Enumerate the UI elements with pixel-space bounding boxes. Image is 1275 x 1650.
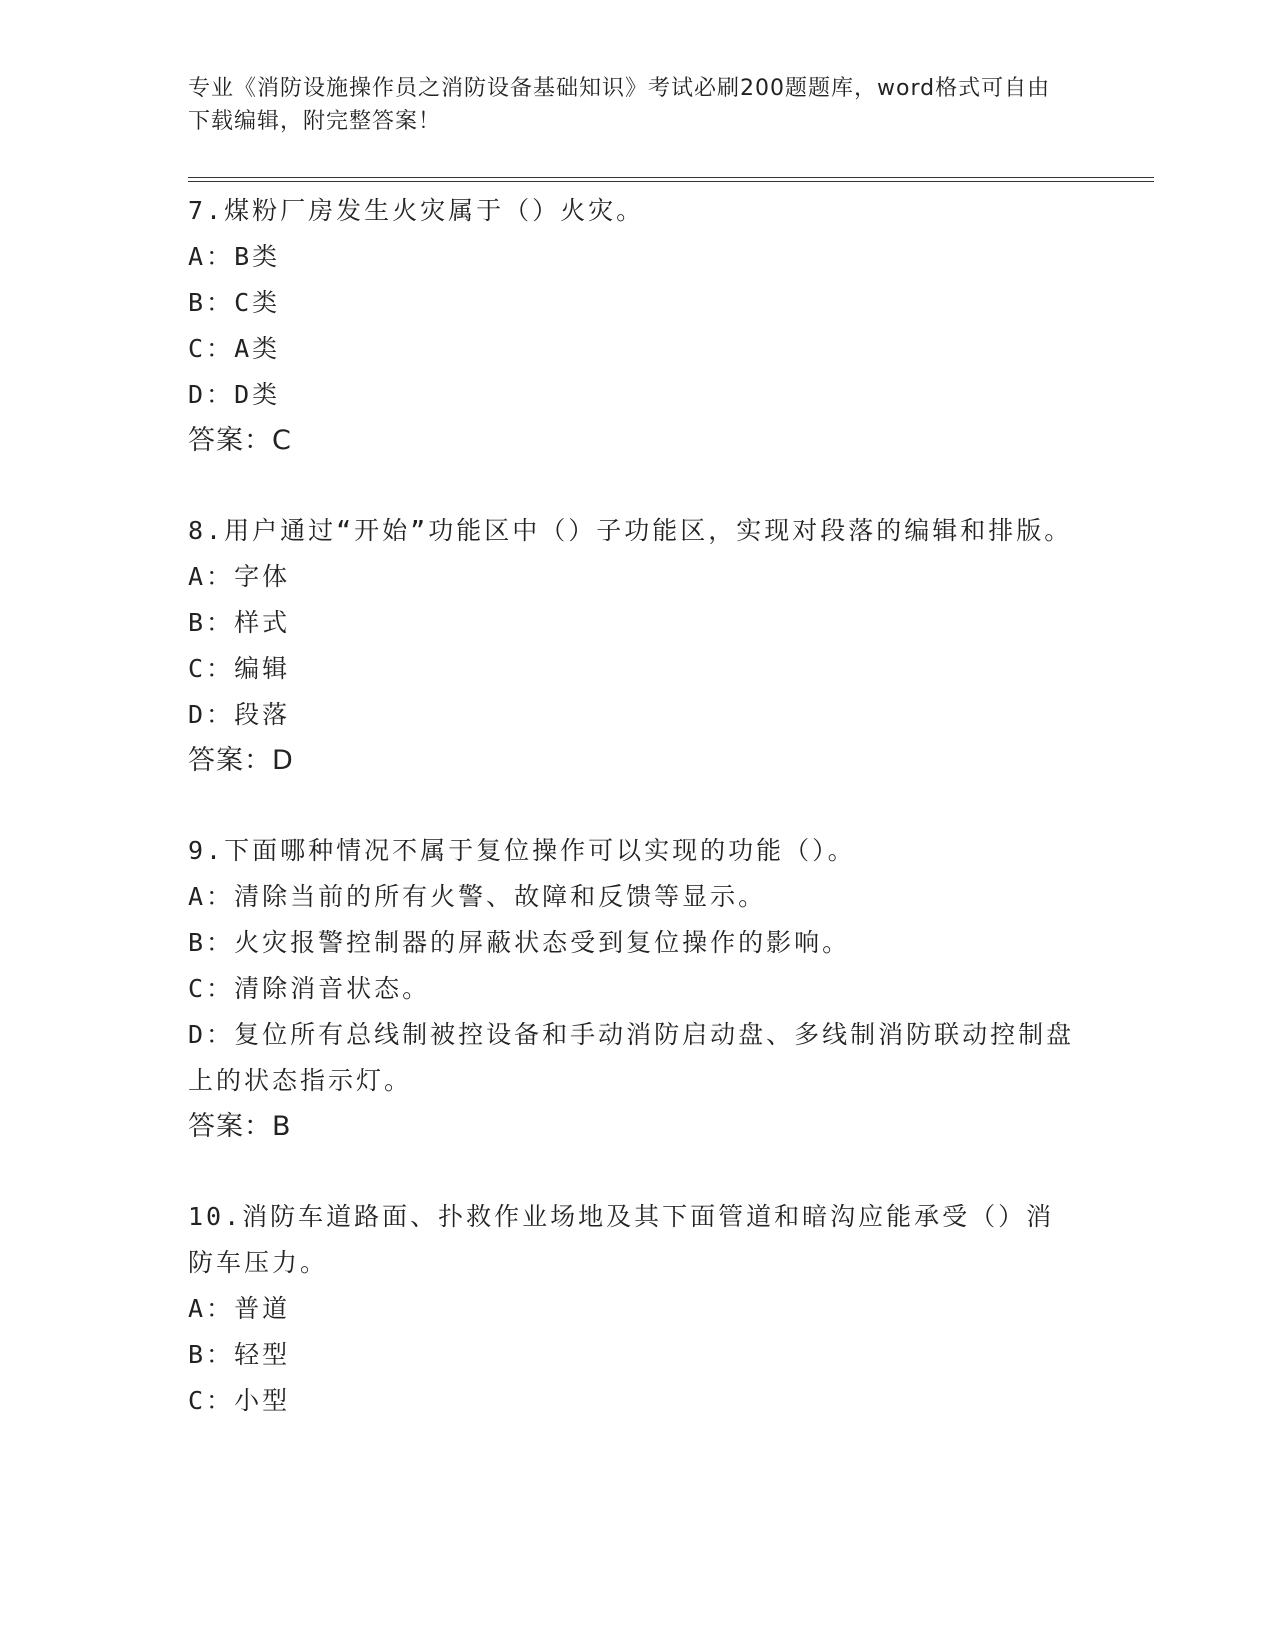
option-text: B类 <box>234 242 281 271</box>
option-text: 清除消音状态。 <box>234 974 431 1003</box>
question-stem: 7.煤粉厂房发生火灾属于（）火灾。 <box>188 196 645 225</box>
option-a <box>188 234 1078 280</box>
option-letter: D： <box>188 380 235 409</box>
option-letter: A： <box>188 882 235 911</box>
option-d <box>188 1012 1078 1104</box>
answer-line: 答案：B <box>188 1111 292 1142</box>
answer-line: 答案：C <box>188 425 292 456</box>
option-a <box>188 554 1078 600</box>
option-letter: B： <box>188 288 235 317</box>
option-letter: A： <box>188 242 235 271</box>
option-b <box>188 280 1078 326</box>
option-letter: A： <box>188 1294 235 1323</box>
option-a <box>188 874 1078 920</box>
option-text: D类 <box>234 380 281 409</box>
option-b <box>188 600 1078 646</box>
option-text: C类 <box>234 288 281 317</box>
option-text: 火灾报警控制器的屏蔽状态受到复位操作的影响。 <box>234 928 851 957</box>
document-intro: 专业《消防设施操作员之消防设备基础知识》考试必刷200题题库，word格式可自由下载编辑，附完整答案！ <box>188 76 1051 134</box>
option-b <box>188 920 1078 966</box>
header-divider-top <box>188 177 1154 178</box>
option-b <box>188 1332 1078 1378</box>
option-letter: C： <box>188 974 235 1003</box>
option-text: 字体 <box>234 562 291 591</box>
option-text: 样式 <box>234 608 291 637</box>
question-list <box>188 188 1078 1468</box>
option-text: 普道 <box>234 1294 291 1323</box>
option-letter: B： <box>188 1340 235 1369</box>
option-text: 编辑 <box>234 654 291 683</box>
option-d <box>188 692 1078 738</box>
option-letter: C： <box>188 1386 235 1415</box>
option-letter: A： <box>188 562 235 591</box>
option-a <box>188 1286 1078 1332</box>
option-text: 复位所有总线制被控设备和手动消防启动盘、多线制消防联动控制盘上的状态指示灯。 <box>188 1020 1075 1095</box>
question-stem: 10.消防车道路面、扑救作业场地及其下面管道和暗沟应能承受（）消防车压力。 <box>188 1202 1055 1277</box>
option-text: 轻型 <box>234 1340 291 1369</box>
option-text: 小型 <box>234 1386 291 1415</box>
option-c <box>188 646 1078 692</box>
option-letter: B： <box>188 608 235 637</box>
option-letter: C： <box>188 334 235 363</box>
question-8 <box>188 508 1078 784</box>
option-letter: D： <box>188 1020 235 1049</box>
option-letter: C： <box>188 654 235 683</box>
question-10 <box>188 1194 1078 1424</box>
option-c <box>188 966 1078 1012</box>
option-text: 清除当前的所有火警、故障和反馈等显示。 <box>234 882 767 911</box>
option-c <box>188 326 1078 372</box>
option-d <box>188 372 1078 418</box>
option-letter: D： <box>188 700 235 729</box>
option-c <box>188 1378 1078 1424</box>
question-7 <box>188 188 1078 464</box>
answer-line: 答案：D <box>188 745 294 776</box>
header-divider-bottom <box>188 181 1154 182</box>
option-text: 段落 <box>234 700 291 729</box>
question-9 <box>188 828 1078 1150</box>
option-text: A类 <box>234 334 281 363</box>
question-stem: 8.用户通过“开始”功能区中（）子功能区，实现对段落的编辑和排版。 <box>188 516 1073 545</box>
question-stem: 9.下面哪种情况不属于复位操作可以实现的功能（）。 <box>188 836 856 865</box>
option-letter: B： <box>188 928 235 957</box>
